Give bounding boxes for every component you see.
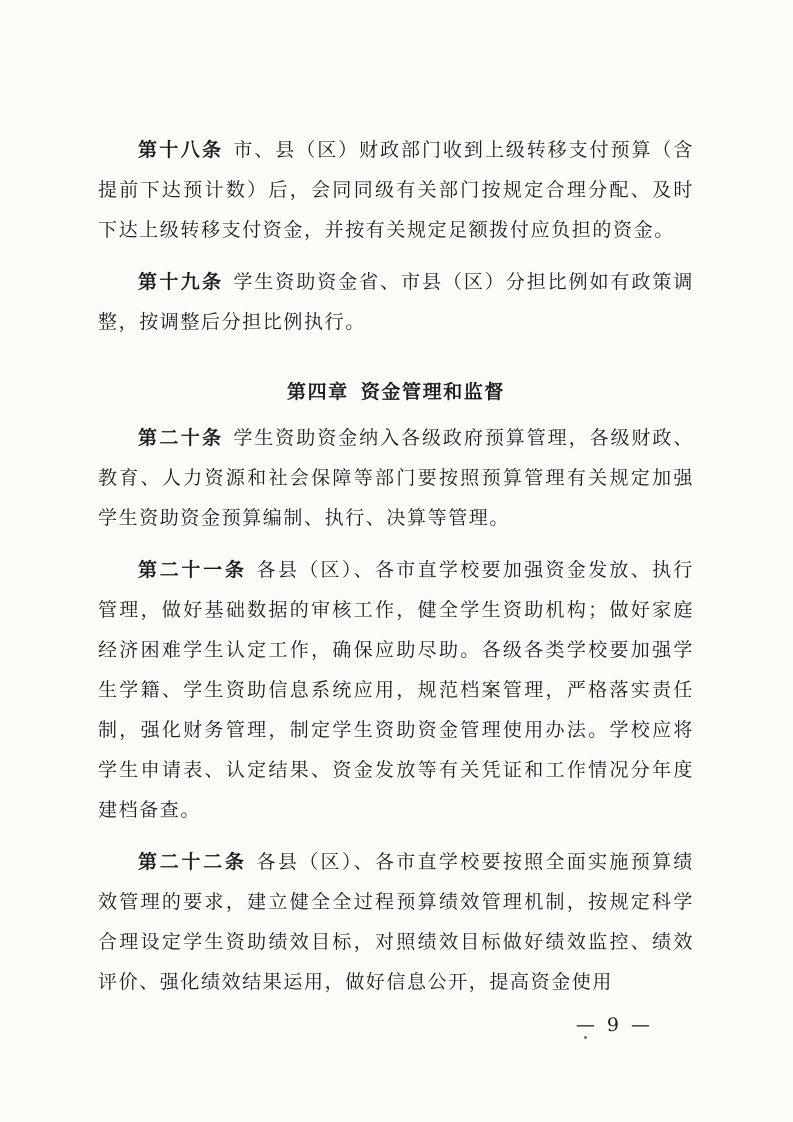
article-20 [98, 418, 694, 538]
article-number: 第二十一条 [138, 559, 247, 581]
scan-speck [584, 1036, 587, 1039]
article-number: 第十八条 [138, 139, 224, 161]
article-18 [98, 130, 694, 250]
article-21 [98, 550, 694, 830]
article-number: 第二十条 [138, 427, 224, 449]
page-number: — 9 — [575, 1014, 653, 1036]
article-19 [98, 262, 694, 342]
chapter-number: 第四章 [286, 381, 349, 403]
chapter-title: 资金管理和监督 [360, 381, 505, 403]
chapter-heading [98, 372, 694, 412]
article-text: 各县（区）、各市直学校要加强资金发放、执行管理，做好基础数据的审核工作，健全学生资助机构；做好家庭经济困难学生认定工作，确保应助尽助。各级各类学校要加强学生学籍、学生资助信息系统应用，规范档案管理，严格落实责任制，强化财务管理，制定学生资助资金管理使用办法。学校应将学生申请表、认定结果、资金发放等有关凭证和工作情况分年度建档备查。 [98, 559, 694, 821]
article-number: 第十九条 [138, 271, 224, 293]
document-body [98, 130, 694, 1014]
article-number: 第二十二条 [138, 851, 247, 873]
article-text: 各县（区）、各市直学校要按照全面实施预算绩效管理的要求，建立健全全过程预算绩效管理机制，按规定科学合理设定学生资助绩效目标，对照绩效目标做好绩效监控、绩效评价、强化绩效结果运用，做好信息公开，提高资金使用 [98, 851, 694, 993]
article-text: 市、县（区）财政部门收到上级转移支付预算（含提前下达预计数）后，会同同级有关部门按规定合理分配、及时下达上级转移支付资金，并按有关规定足额拨付应负担的资金。 [98, 139, 694, 241]
article-22 [98, 842, 694, 1002]
article-text: 学生资助资金省、市县（区）分担比例如有政策调整，按调整后分担比例执行。 [98, 271, 694, 333]
article-text: 学生资助资金纳入各级政府预算管理，各级财政、教育、人力资源和社会保障等部门要按照预算管理有关规定加强学生资助资金预算编制、执行、决算等管理。 [98, 427, 694, 529]
